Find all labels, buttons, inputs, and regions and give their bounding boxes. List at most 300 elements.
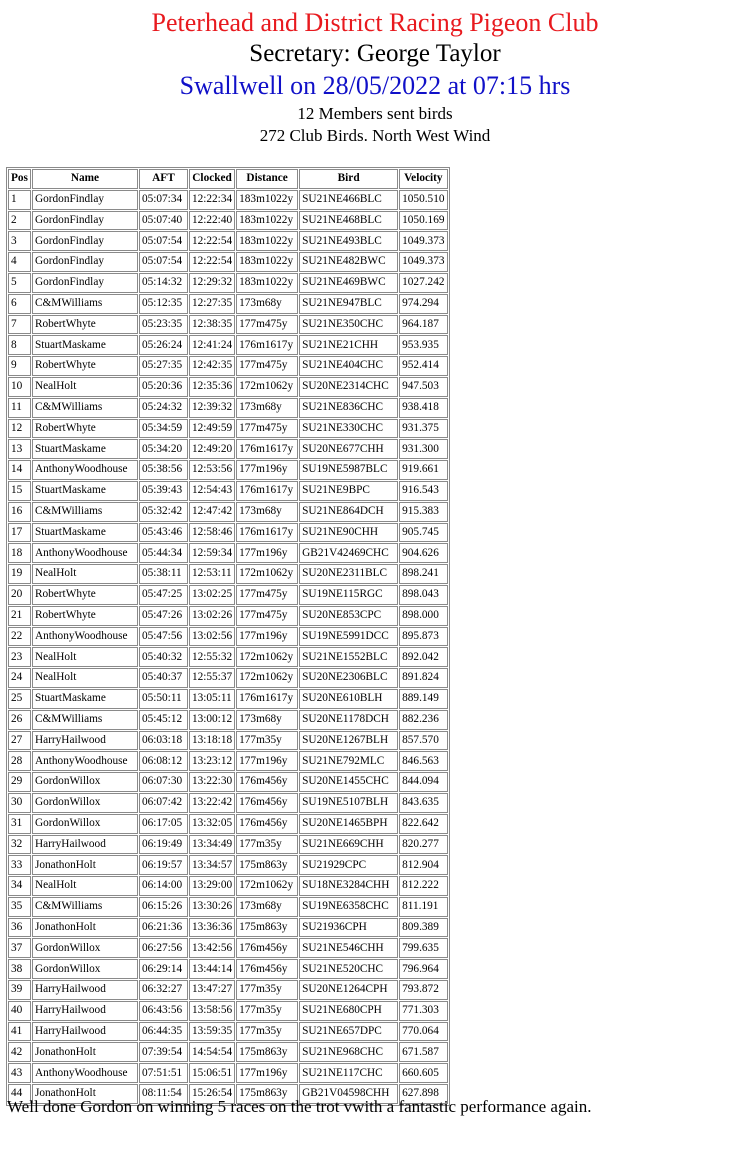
bird-cell: SU21NE330CHC (299, 419, 398, 439)
bird-cell: SU20NE1178DCH (299, 710, 398, 730)
table-row (8, 356, 448, 376)
pos-cell: 21 (8, 606, 31, 626)
velocity-cell: 898.043 (399, 585, 447, 605)
distance-cell: 172m1062y (236, 647, 298, 667)
pos-cell: 9 (8, 356, 31, 376)
pos-cell: 26 (8, 710, 31, 730)
bird-cell: SU20NE853CPC (299, 606, 398, 626)
name-cell: AnthonyWoodhouse (32, 627, 138, 647)
clocked-cell: 12:47:42 (189, 502, 235, 522)
table-row (8, 855, 448, 875)
pos-cell: 34 (8, 876, 31, 896)
bird-cell: SU21NE680CPH (299, 1001, 398, 1021)
distance-cell: 172m1062y (236, 876, 298, 896)
table-row (8, 502, 448, 522)
velocity-cell: 964.187 (399, 315, 447, 335)
bird-cell: SU19NE5107BLH (299, 793, 398, 813)
velocity-cell: 1050.169 (399, 211, 447, 231)
bird-cell: SU20NE1465BPH (299, 814, 398, 834)
name-cell: RobertWhyte (32, 585, 138, 605)
aft-cell: 05:38:11 (139, 564, 188, 584)
pos-cell: 19 (8, 564, 31, 584)
table-row (8, 647, 448, 667)
pos-cell: 6 (8, 294, 31, 314)
velocity-cell: 811.191 (399, 897, 447, 917)
distance-cell: 176m1617y (236, 523, 298, 543)
bird-cell: SU21NE350CHC (299, 315, 398, 335)
table-row (8, 938, 448, 958)
distance-cell: 175m863y (236, 855, 298, 875)
velocity-cell: 919.661 (399, 460, 447, 480)
clocked-cell: 12:22:40 (189, 211, 235, 231)
column-header-clocked: Clocked (189, 169, 235, 189)
clocked-cell: 12:22:54 (189, 231, 235, 251)
name-cell: AnthonyWoodhouse (32, 543, 138, 563)
velocity-cell: 915.383 (399, 502, 447, 522)
pos-cell: 29 (8, 772, 31, 792)
aft-cell: 05:07:54 (139, 252, 188, 272)
clocked-cell: 12:22:34 (189, 190, 235, 210)
pos-cell: 7 (8, 315, 31, 335)
name-cell: NealHolt (32, 668, 138, 688)
velocity-cell: 1027.242 (399, 273, 447, 293)
bird-cell: SU21NE657DPC (299, 1022, 398, 1042)
aft-cell: 05:44:34 (139, 543, 188, 563)
members-line: 12 Members sent birds (297, 103, 453, 123)
table-row (8, 523, 448, 543)
distance-cell: 176m456y (236, 814, 298, 834)
distance-cell: 177m475y (236, 356, 298, 376)
name-cell: HarryHailwood (32, 835, 138, 855)
name-cell: C&MWilliams (32, 710, 138, 730)
velocity-cell: 1049.373 (399, 252, 447, 272)
clocked-cell: 13:42:56 (189, 938, 235, 958)
pos-cell: 24 (8, 668, 31, 688)
name-cell: RobertWhyte (32, 419, 138, 439)
clocked-cell: 13:02:56 (189, 627, 235, 647)
clocked-cell: 13:32:05 (189, 814, 235, 834)
bird-cell: SU21NE968CHC (299, 1042, 398, 1062)
aft-cell: 05:32:42 (139, 502, 188, 522)
column-header-distance: Distance (236, 169, 298, 189)
pos-cell: 28 (8, 751, 31, 771)
clocked-cell: 13:22:30 (189, 772, 235, 792)
name-cell: GordonWillox (32, 793, 138, 813)
pos-cell: 37 (8, 938, 31, 958)
distance-cell: 173m68y (236, 502, 298, 522)
clocked-cell: 12:22:54 (189, 252, 235, 272)
table-row (8, 377, 448, 397)
aft-cell: 05:47:56 (139, 627, 188, 647)
bird-cell: SU21929CPC (299, 855, 398, 875)
distance-cell: 173m68y (236, 710, 298, 730)
pos-cell: 17 (8, 523, 31, 543)
velocity-cell: 895.873 (399, 627, 447, 647)
table-row (8, 439, 448, 459)
table-row (8, 1001, 448, 1021)
velocity-cell: 898.241 (399, 564, 447, 584)
table-row (8, 481, 448, 501)
distance-cell: 177m35y (236, 1022, 298, 1042)
pos-cell: 35 (8, 897, 31, 917)
pos-cell: 18 (8, 543, 31, 563)
bird-cell: SU21NE546CHH (299, 938, 398, 958)
distance-cell: 176m456y (236, 959, 298, 979)
distance-cell: 176m1617y (236, 689, 298, 709)
aft-cell: 05:23:35 (139, 315, 188, 335)
velocity-cell: 1050.510 (399, 190, 447, 210)
pos-cell: 12 (8, 419, 31, 439)
aft-cell: 05:39:43 (139, 481, 188, 501)
clocked-cell: 13:29:00 (189, 876, 235, 896)
distance-cell: 177m35y (236, 1001, 298, 1021)
name-cell: NealHolt (32, 647, 138, 667)
distance-cell: 177m475y (236, 315, 298, 335)
name-cell: JonathonHolt (32, 1042, 138, 1062)
footer-note: Well done Gordon on winning 5 races on the trot vwith a fantastic performance again. (7, 1097, 592, 1116)
distance-cell: 177m196y (236, 751, 298, 771)
clocked-cell: 12:38:35 (189, 315, 235, 335)
distance-cell: 176m1617y (236, 481, 298, 501)
distance-cell: 177m196y (236, 460, 298, 480)
clocked-cell: 12:39:32 (189, 398, 235, 418)
bird-cell: SU20NE2314CHC (299, 377, 398, 397)
aft-cell: 06:07:30 (139, 772, 188, 792)
clocked-cell: 12:29:32 (189, 273, 235, 293)
table-row (8, 772, 448, 792)
table-row (8, 710, 448, 730)
velocity-cell: 796.964 (399, 959, 447, 979)
velocity-cell: 822.642 (399, 814, 447, 834)
name-cell: GordonWillox (32, 959, 138, 979)
distance-cell: 177m35y (236, 835, 298, 855)
distance-cell: 177m196y (236, 543, 298, 563)
clocked-cell: 13:34:49 (189, 835, 235, 855)
bird-cell: SU19NE5987BLC (299, 460, 398, 480)
velocity-cell: 1049.373 (399, 231, 447, 251)
bird-cell: SU21936CPH (299, 918, 398, 938)
clocked-cell: 13:47:27 (189, 980, 235, 1000)
bird-cell: SU20NE610BLH (299, 689, 398, 709)
aft-cell: 06:27:56 (139, 938, 188, 958)
bird-cell: SU21NE864DCH (299, 502, 398, 522)
name-cell: NealHolt (32, 377, 138, 397)
table-row (8, 252, 448, 272)
table-row (8, 606, 448, 626)
clocked-cell: 12:41:24 (189, 335, 235, 355)
name-cell: StuartMaskame (32, 481, 138, 501)
bird-cell: SU21NE1552BLC (299, 647, 398, 667)
name-cell: RobertWhyte (32, 356, 138, 376)
table-row (8, 315, 448, 335)
velocity-cell: 931.300 (399, 439, 447, 459)
velocity-cell: 931.375 (399, 419, 447, 439)
aft-cell: 05:47:26 (139, 606, 188, 626)
table-row (8, 731, 448, 751)
pos-cell: 33 (8, 855, 31, 875)
distance-cell: 177m196y (236, 627, 298, 647)
distance-cell: 176m1617y (236, 439, 298, 459)
name-cell: C&MWilliams (32, 897, 138, 917)
pos-cell: 23 (8, 647, 31, 667)
velocity-cell: 889.149 (399, 689, 447, 709)
clocked-cell: 12:54:43 (189, 481, 235, 501)
clocked-cell: 13:44:14 (189, 959, 235, 979)
velocity-cell: 974.294 (399, 294, 447, 314)
clocked-cell: 14:54:54 (189, 1042, 235, 1062)
table-row (8, 211, 448, 231)
velocity-cell: 882.236 (399, 710, 447, 730)
column-header-pos: Pos (8, 169, 31, 189)
clocked-cell: 12:35:36 (189, 377, 235, 397)
clocked-cell: 13:00:12 (189, 710, 235, 730)
bird-cell: GB21V42469CHC (299, 543, 398, 563)
column-header-velocity: Velocity (399, 169, 447, 189)
aft-cell: 06:19:49 (139, 835, 188, 855)
bird-cell: SU21NE792MLC (299, 751, 398, 771)
pos-cell: 15 (8, 481, 31, 501)
clocked-cell: 15:06:51 (189, 1063, 235, 1083)
aft-cell: 05:24:32 (139, 398, 188, 418)
name-cell: NealHolt (32, 564, 138, 584)
pos-cell: 39 (8, 980, 31, 1000)
velocity-cell: 916.543 (399, 481, 447, 501)
velocity-cell: 812.222 (399, 876, 447, 896)
aft-cell: 05:14:32 (139, 273, 188, 293)
aft-cell: 08:11:54 (139, 1084, 188, 1104)
aft-cell: 05:07:40 (139, 211, 188, 231)
table-row (8, 1042, 448, 1062)
distance-cell: 175m863y (236, 1042, 298, 1062)
clocked-cell: 13:23:12 (189, 751, 235, 771)
table-row (8, 980, 448, 1000)
name-cell: GordonFindlay (32, 190, 138, 210)
distance-cell: 173m68y (236, 294, 298, 314)
velocity-cell: 627.898 (399, 1084, 447, 1104)
name-cell: C&MWilliams (32, 502, 138, 522)
clocked-cell: 12:53:11 (189, 564, 235, 584)
bird-cell: SU21NE468BLC (299, 211, 398, 231)
clocked-cell: 13:02:25 (189, 585, 235, 605)
aft-cell: 06:08:12 (139, 751, 188, 771)
bird-cell: SU21NE466BLC (299, 190, 398, 210)
bird-cell: SU21NE482BWC (299, 252, 398, 272)
results-table (6, 167, 450, 1106)
distance-cell: 177m475y (236, 606, 298, 626)
clocked-cell: 12:49:59 (189, 419, 235, 439)
distance-cell: 183m1022y (236, 211, 298, 231)
pos-cell: 42 (8, 1042, 31, 1062)
bird-cell: SU21NE836CHC (299, 398, 398, 418)
velocity-cell: 844.094 (399, 772, 447, 792)
table-row (8, 627, 448, 647)
aft-cell: 05:12:35 (139, 294, 188, 314)
bird-cell: SU18NE3284CHH (299, 876, 398, 896)
name-cell: GordonWillox (32, 772, 138, 792)
distance-cell: 177m35y (236, 980, 298, 1000)
bird-cell: SU20NE1455CHC (299, 772, 398, 792)
pos-cell: 31 (8, 814, 31, 834)
race-title: Swallwell on 28/05/2022 at 07:15 hrs (179, 70, 571, 100)
name-cell: StuartMaskame (32, 439, 138, 459)
velocity-cell: 843.635 (399, 793, 447, 813)
clocked-cell: 12:58:46 (189, 523, 235, 543)
distance-cell: 177m196y (236, 1063, 298, 1083)
name-cell: HarryHailwood (32, 1001, 138, 1021)
name-cell: StuartMaskame (32, 523, 138, 543)
clocked-cell: 12:55:32 (189, 647, 235, 667)
table-row (8, 1063, 448, 1083)
name-cell: AnthonyWoodhouse (32, 460, 138, 480)
bird-cell: SU20NE2311BLC (299, 564, 398, 584)
aft-cell: 05:38:56 (139, 460, 188, 480)
aft-cell: 06:43:56 (139, 1001, 188, 1021)
birds-line: 272 Club Birds. North West Wind (259, 126, 491, 146)
pos-cell: 4 (8, 252, 31, 272)
bird-cell: SU20NE677CHH (299, 439, 398, 459)
velocity-cell: 898.000 (399, 606, 447, 626)
column-header-aft: AFT (139, 169, 188, 189)
pos-cell: 5 (8, 273, 31, 293)
distance-cell: 176m456y (236, 772, 298, 792)
bird-cell: SU21NE90CHH (299, 523, 398, 543)
table-row (8, 959, 448, 979)
name-cell: C&MWilliams (32, 294, 138, 314)
distance-cell: 176m1617y (236, 335, 298, 355)
aft-cell: 05:26:24 (139, 335, 188, 355)
distance-cell: 173m68y (236, 897, 298, 917)
clocked-cell: 13:22:42 (189, 793, 235, 813)
bird-cell: SU20NE1267BLH (299, 731, 398, 751)
aft-cell: 05:27:35 (139, 356, 188, 376)
pos-cell: 27 (8, 731, 31, 751)
name-cell: RobertWhyte (32, 315, 138, 335)
aft-cell: 06:17:05 (139, 814, 188, 834)
bird-cell: SU19NE115RGC (299, 585, 398, 605)
aft-cell: 05:07:34 (139, 190, 188, 210)
velocity-cell: 892.042 (399, 647, 447, 667)
distance-cell: 175m863y (236, 918, 298, 938)
velocity-cell: 953.935 (399, 335, 447, 355)
velocity-cell: 938.418 (399, 398, 447, 418)
bird-cell: SU21NE520CHC (299, 959, 398, 979)
distance-cell: 176m456y (236, 938, 298, 958)
distance-cell: 183m1022y (236, 252, 298, 272)
clocked-cell: 12:53:56 (189, 460, 235, 480)
bird-cell: SU21NE947BLC (299, 294, 398, 314)
aft-cell: 07:51:51 (139, 1063, 188, 1083)
pos-cell: 10 (8, 377, 31, 397)
aft-cell: 07:39:54 (139, 1042, 188, 1062)
bird-cell: GB21V04598CHH (299, 1084, 398, 1104)
aft-cell: 05:45:12 (139, 710, 188, 730)
secretary-line: Secretary: George Taylor (249, 39, 501, 67)
name-cell: StuartMaskame (32, 335, 138, 355)
clocked-cell: 12:49:20 (189, 439, 235, 459)
aft-cell: 06:19:57 (139, 855, 188, 875)
pos-cell: 3 (8, 231, 31, 251)
velocity-cell: 857.570 (399, 731, 447, 751)
aft-cell: 06:07:42 (139, 793, 188, 813)
name-cell: JonathonHolt (32, 1084, 138, 1104)
distance-cell: 172m1062y (236, 377, 298, 397)
velocity-cell: 891.824 (399, 668, 447, 688)
clocked-cell: 13:58:56 (189, 1001, 235, 1021)
distance-cell: 177m475y (236, 419, 298, 439)
name-cell: HarryHailwood (32, 980, 138, 1000)
name-cell: HarryHailwood (32, 1022, 138, 1042)
pos-cell: 36 (8, 918, 31, 938)
bird-cell: SU21NE493BLC (299, 231, 398, 251)
name-cell: JonathonHolt (32, 918, 138, 938)
clocked-cell: 12:42:35 (189, 356, 235, 376)
table-row (8, 668, 448, 688)
aft-cell: 06:14:00 (139, 876, 188, 896)
velocity-cell: 771.303 (399, 1001, 447, 1021)
table-row (8, 231, 448, 251)
table-row (8, 876, 448, 896)
clocked-cell: 13:18:18 (189, 731, 235, 751)
velocity-cell: 671.587 (399, 1042, 447, 1062)
bird-cell: SU20NE1264CPH (299, 980, 398, 1000)
table-row (8, 897, 448, 917)
aft-cell: 05:20:36 (139, 377, 188, 397)
club-title: Peterhead and District Racing Pigeon Club (151, 8, 599, 37)
table-row (8, 835, 448, 855)
distance-cell: 173m68y (236, 398, 298, 418)
aft-cell: 06:15:26 (139, 897, 188, 917)
velocity-cell: 770.064 (399, 1022, 447, 1042)
distance-cell: 172m1062y (236, 668, 298, 688)
results-header-row (8, 169, 448, 189)
table-row (8, 751, 448, 771)
aft-cell: 06:44:35 (139, 1022, 188, 1042)
name-cell: GordonFindlay (32, 273, 138, 293)
table-row (8, 918, 448, 938)
velocity-cell: 904.626 (399, 543, 447, 563)
distance-cell: 183m1022y (236, 190, 298, 210)
table-row (8, 294, 448, 314)
name-cell: AnthonyWoodhouse (32, 751, 138, 771)
velocity-cell: 905.745 (399, 523, 447, 543)
table-row (8, 585, 448, 605)
column-header-name: Name (32, 169, 138, 189)
velocity-cell: 799.635 (399, 938, 447, 958)
clocked-cell: 12:59:34 (189, 543, 235, 563)
pos-cell: 25 (8, 689, 31, 709)
clocked-cell: 13:05:11 (189, 689, 235, 709)
aft-cell: 05:40:32 (139, 647, 188, 667)
velocity-cell: 947.503 (399, 377, 447, 397)
pos-cell: 38 (8, 959, 31, 979)
distance-cell: 177m475y (236, 585, 298, 605)
bird-cell: SU21NE117CHC (299, 1063, 398, 1083)
distance-cell: 183m1022y (236, 273, 298, 293)
distance-cell: 172m1062y (236, 564, 298, 584)
velocity-cell: 820.277 (399, 835, 447, 855)
clocked-cell: 13:34:57 (189, 855, 235, 875)
aft-cell: 05:34:59 (139, 419, 188, 439)
pos-cell: 11 (8, 398, 31, 418)
pos-cell: 13 (8, 439, 31, 459)
bird-cell: SU21NE669CHH (299, 835, 398, 855)
bird-cell: SU21NE404CHC (299, 356, 398, 376)
aft-cell: 05:34:20 (139, 439, 188, 459)
table-row (8, 793, 448, 813)
pos-cell: 16 (8, 502, 31, 522)
table-row (8, 689, 448, 709)
name-cell: GordonWillox (32, 938, 138, 958)
